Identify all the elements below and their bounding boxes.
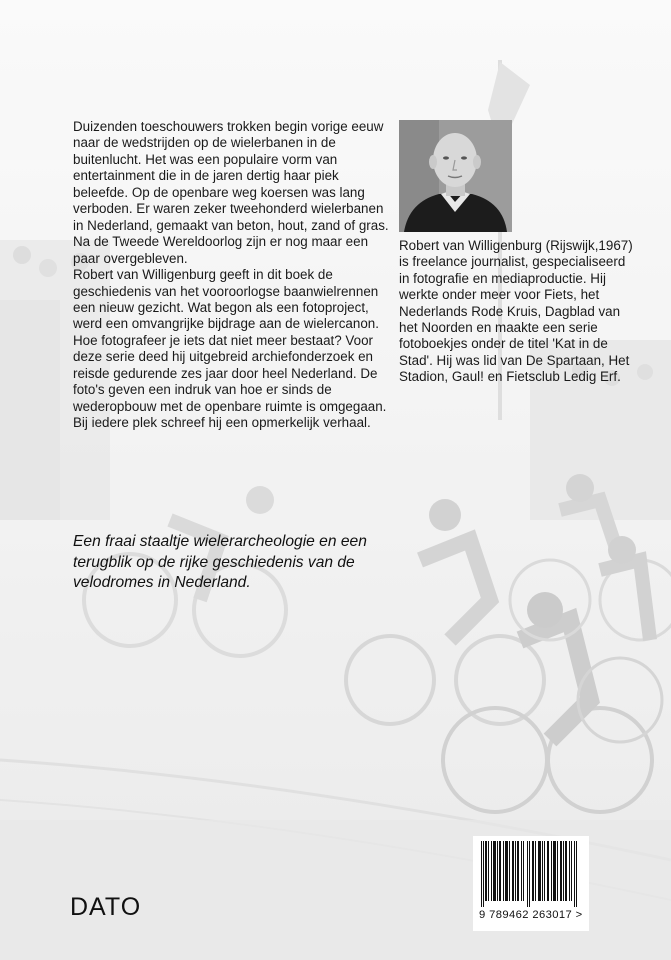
isbn-number: 9 789462 263017 > [479, 909, 583, 921]
blurb-paragraph: Robert van Willigenburg geeft in dit boek de geschiedenis van het vooroorlogse baanwielrennen een nieuw gezicht. Wat begon als een fotoproject, werd een omvangrijke bijdrage aan de wielercanon. [73, 267, 379, 332]
blurb-paragraph: Hoe fotografeer je iets dat niet meer bestaat? Voor deze serie deed hij uitgebreid archiefonderzoek en reisde gedurende zes jaar door heel Nederland. De foto's geven een indruk van hoe er sinds de wederopbouw met de openbare ruimte is omgegaan. Bij iedere plek schreef hij een opmerkelijk verhaal. [73, 332, 387, 431]
author-bio: Robert van Willigenburg (Rijswijk,1967) is freelance journalist, gespecialiseerd in fotografie en mediaproductie. Hij werkte onder meer voor Fiets, het Nederlands Rode Kruis, Dagblad van het Noorden en maakte een serie fotoboekjes onder de titel 'Kat in de Stad'. Hij was lid van De Spartaan, Het Stadion, Gaul! en Fietsclub Ledig Erf. [399, 238, 633, 385]
isbn-barcode [473, 836, 589, 931]
publisher-logo: DATO [70, 893, 142, 921]
author-photo-icon [399, 120, 512, 232]
tagline: Een fraai staaltje wielerarcheologie en een terugblik op de rijke geschiedenis van de velodromes in Nederland. [73, 533, 367, 591]
blurb-paragraph: Duizenden toeschouwers trokken begin vorige eeuw naar de wedstrijden op de wielerbanen in de buitenlucht. Het was een populaire vorm van entertainment die in de jaren dertig haar piek beleefde. Op de openbare weg koersen was lang verboden. Er waren zeker tweehonderd wielerbanen in Nederland, gemaakt van beton, hout, zand of gras. Na de Tweede Wereldoorlog zijn er nog maar een paar overgebleven. [73, 119, 389, 266]
author-portrait [399, 120, 512, 232]
blurb-text [73, 119, 393, 432]
barcode-bars [481, 841, 581, 907]
